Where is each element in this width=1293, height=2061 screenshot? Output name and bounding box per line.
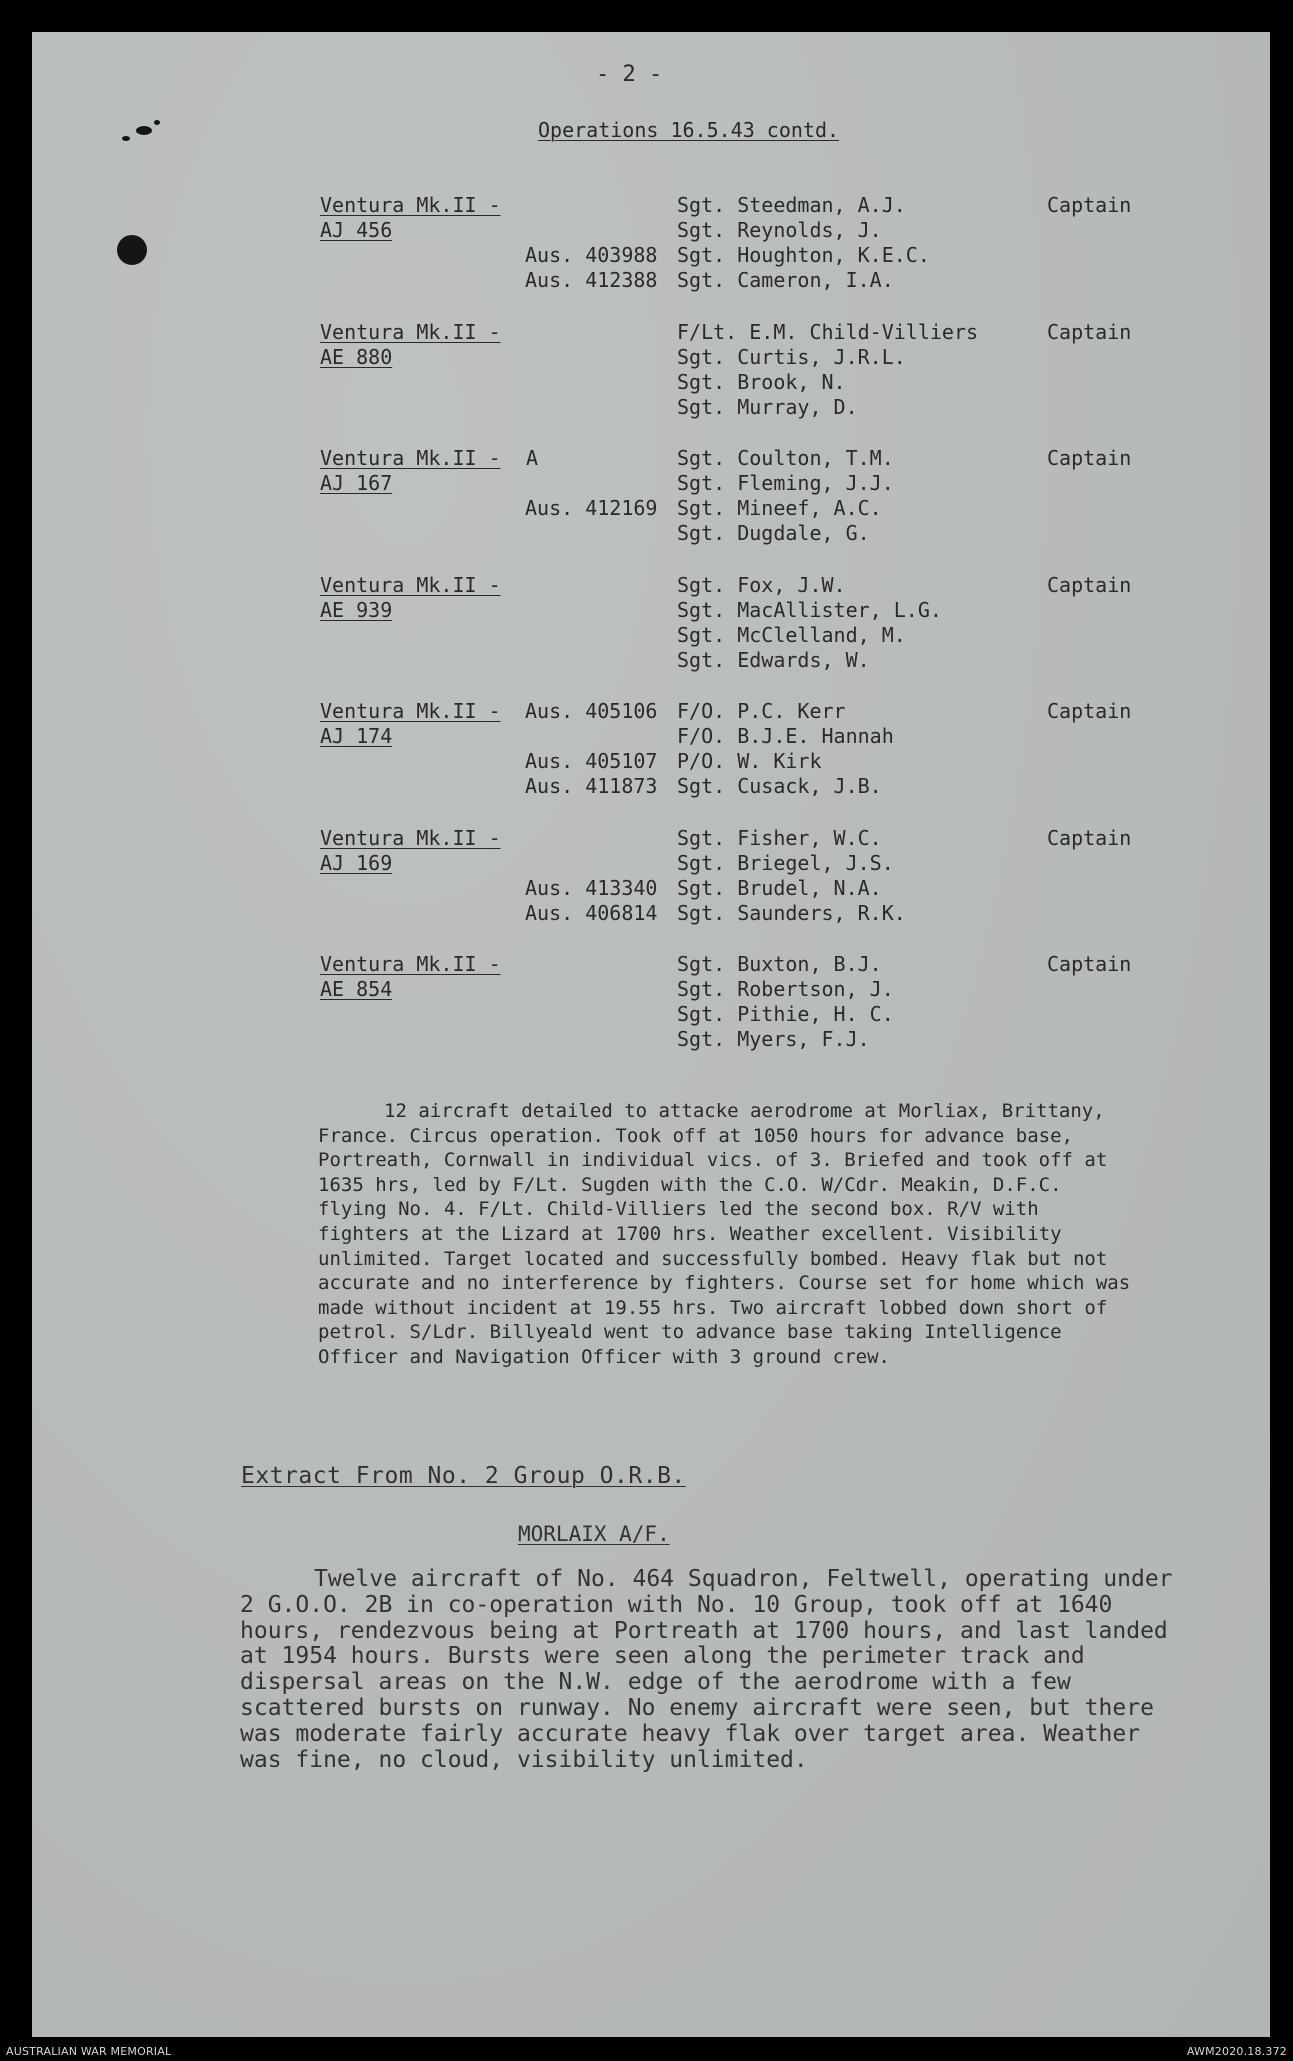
crew-member: Sgt. Curtis, J.R.L.: [677, 344, 906, 369]
crew-member: Sgt. Robertson, J.: [677, 977, 894, 1001]
page-number: - 2 -: [596, 62, 663, 87]
aircraft-type: Ventura Mk.II -: [320, 446, 501, 470]
aircraft-serial: AE 880: [320, 344, 393, 369]
service-number: Aus. 412169: [525, 496, 658, 520]
service-number: Aus. 412388: [525, 268, 658, 292]
service-number: Aus. 403988: [525, 243, 658, 267]
crew-member: Sgt. Briegel, J.S.: [677, 850, 894, 875]
crew-member: Sgt. Fisher, W.C.: [677, 825, 882, 850]
ink-smudge: [154, 120, 160, 125]
aircraft-serial: AE 854: [320, 977, 393, 1001]
crew-member: Sgt. MacAllister, L.G.: [677, 597, 942, 622]
crew-member: Sgt. Edwards, W.: [677, 647, 870, 672]
crew-member: Sgt. Buxton, B.J.: [677, 952, 882, 976]
morlaix-heading: MORLAIX A/F.: [518, 1522, 670, 1546]
extract-heading: Extract From No. 2 Group O.R.B.: [241, 1463, 686, 1489]
crew-member: F/Lt. E.M. Child-Villiers: [677, 319, 979, 344]
aircraft-serial: AJ 167: [320, 471, 393, 495]
aircraft-type: Ventura Mk.II -: [320, 193, 501, 217]
page-heading: Operations 16.5.43 contd.: [538, 118, 840, 142]
ink-smudge: [136, 126, 152, 135]
footer-reference: AWM2020.18.372: [1186, 2045, 1287, 2058]
crew-member: Sgt. Dugdale, G.: [677, 521, 870, 545]
captain-label: Captain: [1047, 446, 1132, 470]
aircraft-serial: AJ 456: [320, 218, 393, 242]
service-number: Aus. 405107: [525, 749, 658, 773]
crew-member: Sgt. Myers, F.J.: [677, 1027, 870, 1051]
crew-member: Sgt. Murray, D.: [677, 394, 858, 419]
crew-member: Sgt. Fox, J.W.: [677, 572, 846, 597]
crew-member: Sgt. Brudel, N.A.: [677, 875, 882, 900]
captain-label: Captain: [1047, 825, 1132, 850]
crew-member: Sgt. Coulton, T.M.: [677, 446, 894, 470]
crew-member: Sgt. McClelland, M.: [677, 622, 906, 647]
aircraft-serial: AJ 174: [320, 724, 393, 748]
punch-hole: [117, 235, 147, 265]
aircraft-serial: AE 939: [320, 597, 393, 622]
crew-member: Sgt. Reynolds, J.: [677, 218, 882, 242]
aircraft-type: Ventura Mk.II -: [320, 319, 501, 344]
crew-member: F/O. P.C. Kerr: [677, 699, 846, 723]
crew-member: Sgt. Houghton, K.E.C.: [677, 243, 930, 267]
service-number: Aus. 411873: [525, 774, 658, 798]
crew-member: Sgt. Mineef, A.C.: [677, 496, 882, 520]
captain-label: Captain: [1047, 193, 1132, 217]
captain-label: Captain: [1047, 572, 1132, 597]
crew-member: P/O. W. Kirk: [677, 749, 822, 773]
service-number: Aus. 405106: [525, 699, 658, 723]
crew-member: Sgt. Pithie, H. C.: [677, 1002, 894, 1026]
crew-member: Sgt. Cusack, J.B.: [677, 774, 882, 798]
crew-member: Sgt. Saunders, R.K.: [677, 900, 906, 925]
crew-member: Sgt. Steedman, A.J.: [677, 193, 906, 217]
crew-member: F/O. B.J.E. Hannah: [677, 724, 894, 748]
captain-label: Captain: [1047, 699, 1132, 723]
footer-institution: AUSTRALIAN WAR MEMORIAL: [6, 2045, 172, 2058]
crew-member: Sgt. Fleming, J.J.: [677, 471, 894, 495]
ink-smudge: [122, 136, 130, 141]
service-number: Aus. 406814: [525, 900, 658, 925]
captain-label: Captain: [1047, 319, 1132, 344]
extract-text: Twelve aircraft of No. 464 Squadron, Feltwell, operating under 2 G.O.O. 2B in co-operation with No. 10 Group, took off at 1640 hours, rendezvous being at Portreath at 1700 hours, and last landed at 1954 hours. Bursts were seen along the perimeter track and dispersal areas on the N.W. edge of the aerodrome with a few scattered bursts on runway. No enemy aircraft were seen, but there was moderate fairly accurate heavy flak over target area. Weather was fine, no cloud, visibility unlimited.: [240, 1566, 1173, 1773]
aircraft-type-suffix: A: [526, 446, 539, 470]
aircraft-type: Ventura Mk.II -: [320, 572, 501, 597]
aircraft-serial: AJ 169: [320, 850, 393, 875]
crew-member: Sgt. Brook, N.: [677, 369, 846, 394]
crew-member: Sgt. Cameron, I.A.: [677, 268, 894, 292]
aircraft-type: Ventura Mk.II -: [320, 952, 501, 976]
service-number: Aus. 413340: [525, 875, 658, 900]
aircraft-type: Ventura Mk.II -: [320, 699, 501, 723]
operation-report: 12 aircraft detailed to attacke aerodrome at Morliax, Brittany, France. Circus operation. Took off at 1050 hours for advance base, Portreath, Cornwall in individual vics. of 3. Briefed and took off at 1635 hrs, led by F/Lt. Sugden with the C.O. W/Cdr. Meakin, D.F.C. flying No. 4. F/Lt. Child-Villiers led the second box. R/V with fighters at the Lizard at 1700 hrs. Weather excellent. Visibility unlimited. Target located and successfully bombed. Heavy flak but not accurate and no interference by fighters. Course set for home which was made without incident at 19.55 hrs. Two aircraft lobbed down short of petrol. S/Ldr. Billyeald went to advance base taking Intelligence Officer and Navigation Officer with 3 ground crew.: [318, 1100, 1131, 1368]
captain-label: Captain: [1047, 952, 1132, 976]
aircraft-type: Ventura Mk.II -: [320, 825, 501, 850]
